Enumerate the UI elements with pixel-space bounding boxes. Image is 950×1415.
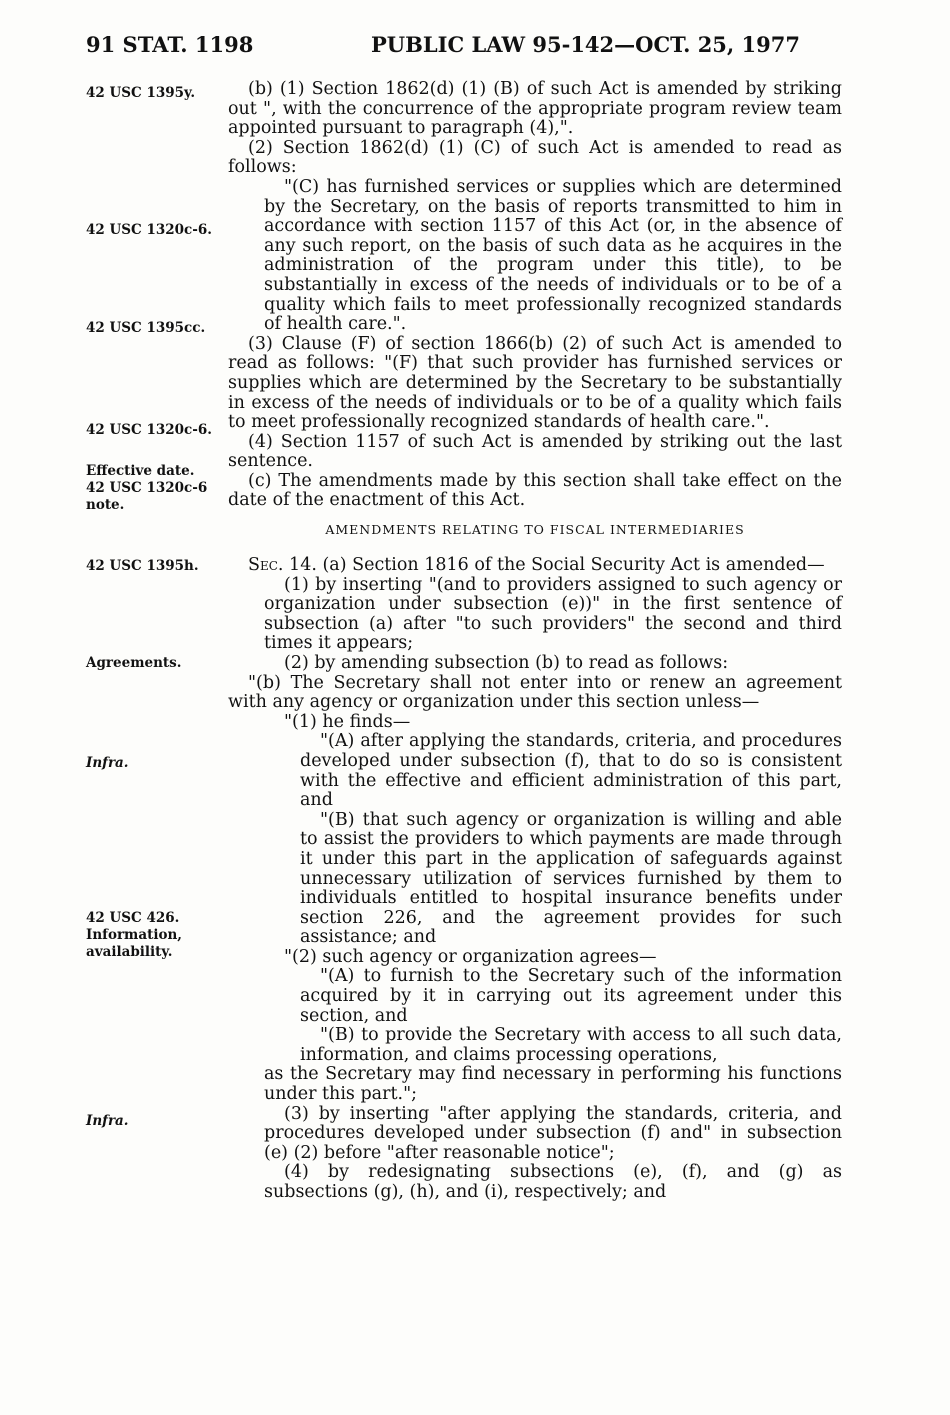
paragraph-quoted: "(A) to furnish to the Secretary such of the information acquired by it in carrying out its agreement under this section, and [300,966,842,1026]
section-text: (a) Section 1816 of the Social Security Act is amended— [322,555,825,575]
paragraph: (3) by inserting "after applying the standards, criteria, and procedures developed under subsection (f) and" in subsection (e) (2) before "after reasonable notice"; [264,1103,842,1163]
margin-note: Agreements. [86,655,182,671]
margin-note-line: availability. [86,944,173,960]
page-header [86,28,846,68]
paragraph: (b) (1) Section 1862(d) (1) (B) of such Act is amended by striking out ", with the concurrence of the appropriate program review team appointed pursuant to paragraph (4),". [228,79,842,139]
paragraph: (4) Section 1157 of such Act is amended by striking out the last sentence. [228,431,842,472]
margin-note: Infra. [86,755,129,771]
margin-note: Infra. [86,1113,129,1129]
paragraph: (4) by redesignating subsections (e), (f), and (g) as subsections (g), (h), and (i), respectively; and [264,1162,842,1202]
stat-page-reference: 91 STAT. 1198 [86,32,254,57]
margin-note-line: 42 USC 426. [86,910,180,926]
paragraph: (2) Section 1862(d) (1) (C) of such Act is amended to read as follows: [228,137,842,178]
paragraph-quoted: "(B) that such agency or organization is willing and able to assist the providers to which payments are made through it under this part in the application of safeguards against unnecessary utilization of services furnished by them to individuals entitled to hospital insurance benefits under section 226, and the agreement provides for such assistance; and [300,809,842,948]
paragraph: (3) Clause (F) of section 1866(b) (2) of such Act is amended to read as follows: "(F) that such provider has furnished services or supplies which are determined by the Secretary to be substantially in excess of the needs of individuals or to be of a quality which fails to meet professionally recognized standards of health care.". [228,333,842,433]
text-block-section-14 [228,556,842,1203]
margin-note-effective-date [86,463,226,514]
paragraph: (1) by inserting "(and to providers assigned to such agency or organization under subsection (e))" in the first sentence of subsection (a) after "to such providers" the second and third times it appears; [264,574,842,654]
paragraph-quoted: "(A) after applying the standards, criteria, and procedures developed under subsection (f), that to do so is consistent with the effective and efficient administration of this part, and [300,731,842,811]
paragraph-quoted: "(2) such agency or organization agrees— [284,946,657,967]
margin-note-line: Information, [86,927,182,943]
paragraph-quoted: "(b) The Secretary shall not enter into or renew an agreement with any agency or organization under this section unless— [228,672,842,713]
paragraph-quoted: "(C) has furnished services or supplies which are determined by the Secretary, on the basis of reports transmitted to him in accordance with section 1157 of this Act (or, in the absence of any such report, on the basis of such data as he acquires in the administration of the program under this title), to be substantially in excess of the needs of individuals or to be of a quality which fails to meet professionally recognized standards of health care.". [264,176,842,335]
text-block-section-13 [228,80,842,511]
margin-note: 42 USC 1395y. [86,85,196,101]
margin-note-line: Effective date. [86,463,195,479]
margin-note-line: 42 USC 1320c-6 [86,480,208,496]
paragraph: (c) The amendments made by this section shall take effect on the date of the enactment of this Act. [228,470,842,511]
margin-note: 42 USC 1395cc. [86,320,206,336]
section-label: Sec. 14. [248,555,317,575]
margin-note: 42 USC 1320c-6. [86,422,212,438]
margin-note-information [86,910,226,961]
section-heading: AMENDMENTS RELATING TO FISCAL INTERMEDIARIES [325,522,745,537]
margin-note-line: note. [86,497,125,513]
margin-note: 42 USC 1320c-6. [86,222,212,238]
paragraph: (2) by amending subsection (b) to read as follows: [284,652,729,673]
section-opening [228,556,842,576]
paragraph-quoted: "(1) he finds— [284,711,411,732]
paragraph-quoted: "(B) to provide the Secretary with access to all such data, information, and claims processing operations, [300,1025,842,1065]
paragraph-quoted: as the Secretary may find necessary in performing his functions under this part."; [264,1064,842,1105]
margin-note: 42 USC 1395h. [86,558,199,574]
public-law-title: PUBLIC LAW 95-142—OCT. 25, 1977 [371,32,800,57]
